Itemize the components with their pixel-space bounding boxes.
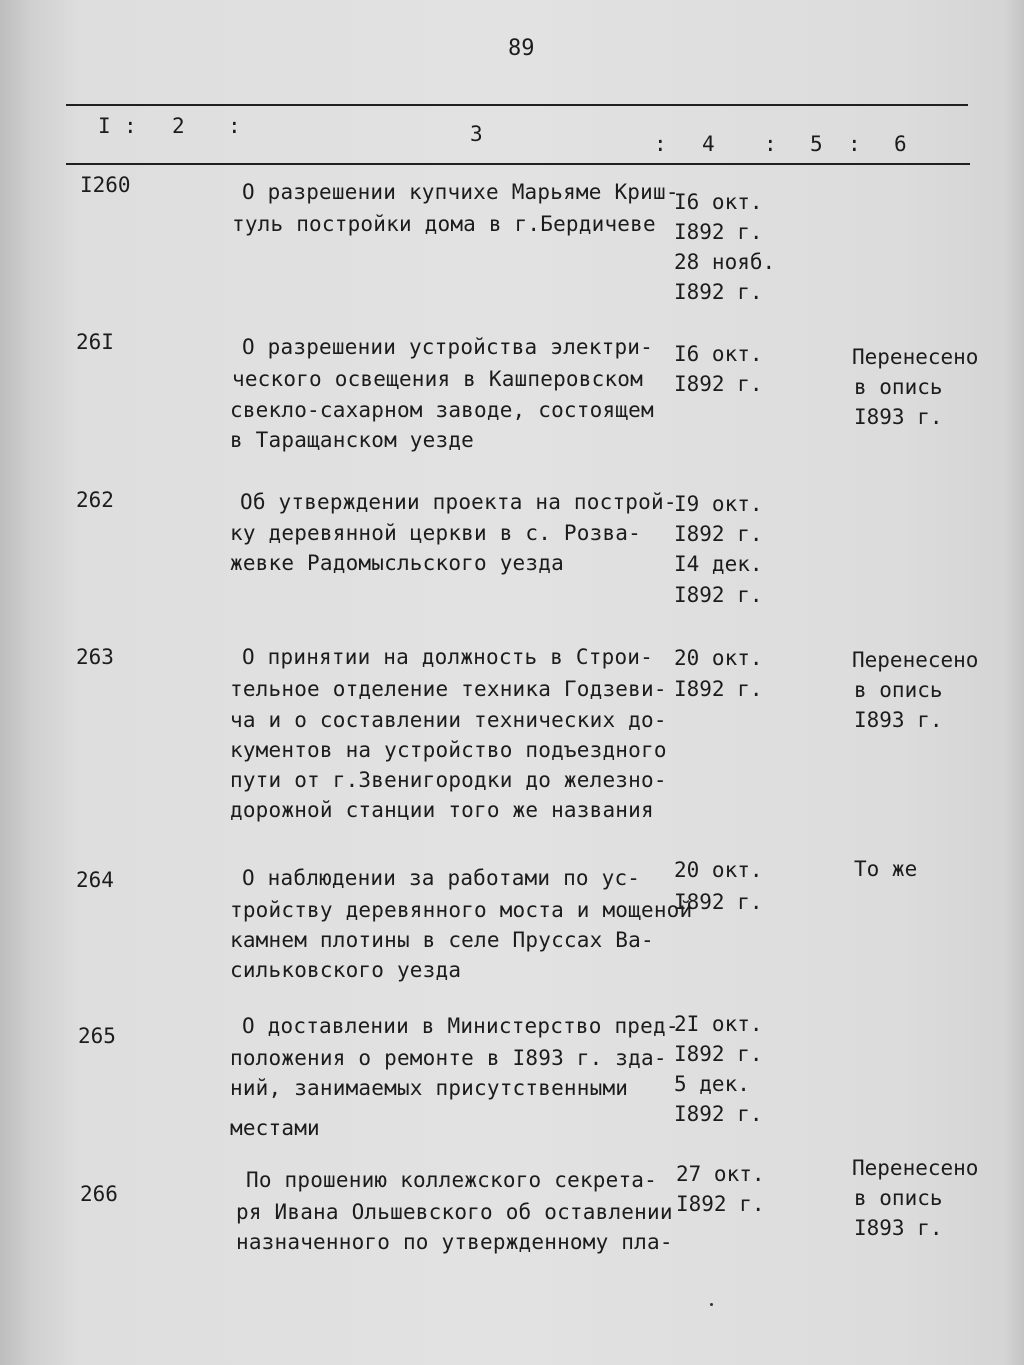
header-col4: 4 [702,132,715,156]
entry-date-line: I892 г. [674,522,763,546]
entry-title-line: О доставлении в Министерство пред- [242,1014,679,1038]
entry-note-line: I893 г. [854,405,943,429]
entry-number: I260 [80,173,131,197]
entry-title-line: в Таращанском уезде [230,428,475,452]
header-col6: 6 [894,132,907,156]
entry-note-line: I893 г. [854,708,943,732]
entry-date-line: 20 окт. [674,646,763,670]
entry-date-line: I892 г. [674,1102,763,1126]
entry-title-line: тройству деревянного моста и мощеной [230,898,693,922]
entry-date-line: I9 окт. [674,492,763,516]
header-sep-3: : [654,132,667,156]
entry-title-line: По прошению коллежского секрета- [246,1168,657,1192]
entry-number: 262 [76,488,114,512]
entry-date-line: I892 г. [676,1192,765,1216]
entry-note-line: Перенесено [852,1156,979,1180]
entry-title-line: сильковского уезда [230,958,462,982]
entry-title-line: ческого освещения в Кашперовском [232,367,643,391]
entry-title-line: О разрешении купчихе Марьяме Криш- [242,180,679,204]
entry-title-line: туль постройки дома в г.Бердичеве [232,212,656,236]
entry-note-line: I893 г. [854,1216,943,1240]
entry-date-line: I892 г. [674,372,763,396]
entry-date-line: I892 г. [674,280,763,304]
entry-title-line: назначенного по утвержденному пла- [236,1230,673,1254]
entry-note-line: в опись [854,678,943,702]
page-number: 89 [508,36,535,61]
entry-title-line: ку деревянной церкви в с. Розва- [230,521,641,545]
header-col1: I [98,114,111,138]
entry-title-line: ря Ивана Ольшевского об оставлении [236,1200,673,1224]
entry-date-line: 5 дек. [674,1072,750,1096]
entry-title-line: камнем плотины в селе Пруссах Ва- [230,928,654,952]
entry-title-line: жевке Радомысльского уезда [230,551,564,575]
entry-date-line: I4 дек. [674,552,763,576]
header-bottom-rule [66,163,970,165]
header-top-rule [66,104,968,106]
entry-title-line: тельное отделение техника Годзеви- [230,677,667,701]
entry-date-line: I892 г. [674,677,763,701]
header-col2: 2 [172,114,185,138]
entry-date-line: 2I окт. [674,1012,763,1036]
header-sep-2: : [228,114,241,138]
header-sep-4: : [764,132,777,156]
entry-note-line: в опись [854,1186,943,1210]
entry-date-line: I892 г. [674,583,763,607]
entry-title-line: О наблюдении за работами по ус- [242,866,641,890]
entry-number: 266 [80,1182,118,1206]
entry-date-line: I892 г. [674,1042,763,1066]
entry-number: 265 [78,1024,116,1048]
header-col5: 5 [810,132,823,156]
entry-date-line: I892 г. [674,890,763,914]
ink-speck [710,1303,713,1306]
header-col3: 3 [470,122,483,146]
entry-title-line: О принятии на должность в Строи- [242,645,653,669]
entry-number: 264 [76,868,114,892]
entry-note-line: Перенесено [852,345,979,369]
header-sep-5: : [848,132,861,156]
entry-title-line: кументов на устройство подъездного [230,738,667,762]
entry-date-line: 28 нояб. [674,250,776,274]
entry-title-line: О разрешении устройства электри- [242,335,653,359]
entry-note-line: Перенесено [852,648,979,672]
entry-title-line: ний, занимаемых присутственными [230,1076,629,1100]
entry-date-line: I6 окт. [674,342,763,366]
entry-date-line: 27 окт. [676,1162,765,1186]
entry-title-line: пути от г.Звенигородки до железно- [230,768,667,792]
entry-note-line: в опись [854,375,943,399]
header-sep-1: : [124,114,137,138]
entry-number: 263 [76,645,114,669]
entry-date-line: I892 г. [674,220,763,244]
entry-title-line: ча и о составлении технических до- [230,708,667,732]
page-edge [1002,0,1024,1365]
entry-title-line: дорожной станции того же названия [230,798,654,822]
entry-title-line: свекло-сахарном заводе, состоящем [230,398,654,422]
entry-number: 26I [76,330,114,354]
entry-title-line: Об утверждении проекта на построй- [240,490,677,514]
entry-date-line: I6 окт. [674,190,763,214]
entry-note-line: То же [854,857,918,881]
entry-date-line: 20 окт. [674,858,763,882]
entry-title-line: местами [230,1116,320,1140]
entry-title-line: положения о ремонте в I893 г. зда- [230,1046,667,1070]
